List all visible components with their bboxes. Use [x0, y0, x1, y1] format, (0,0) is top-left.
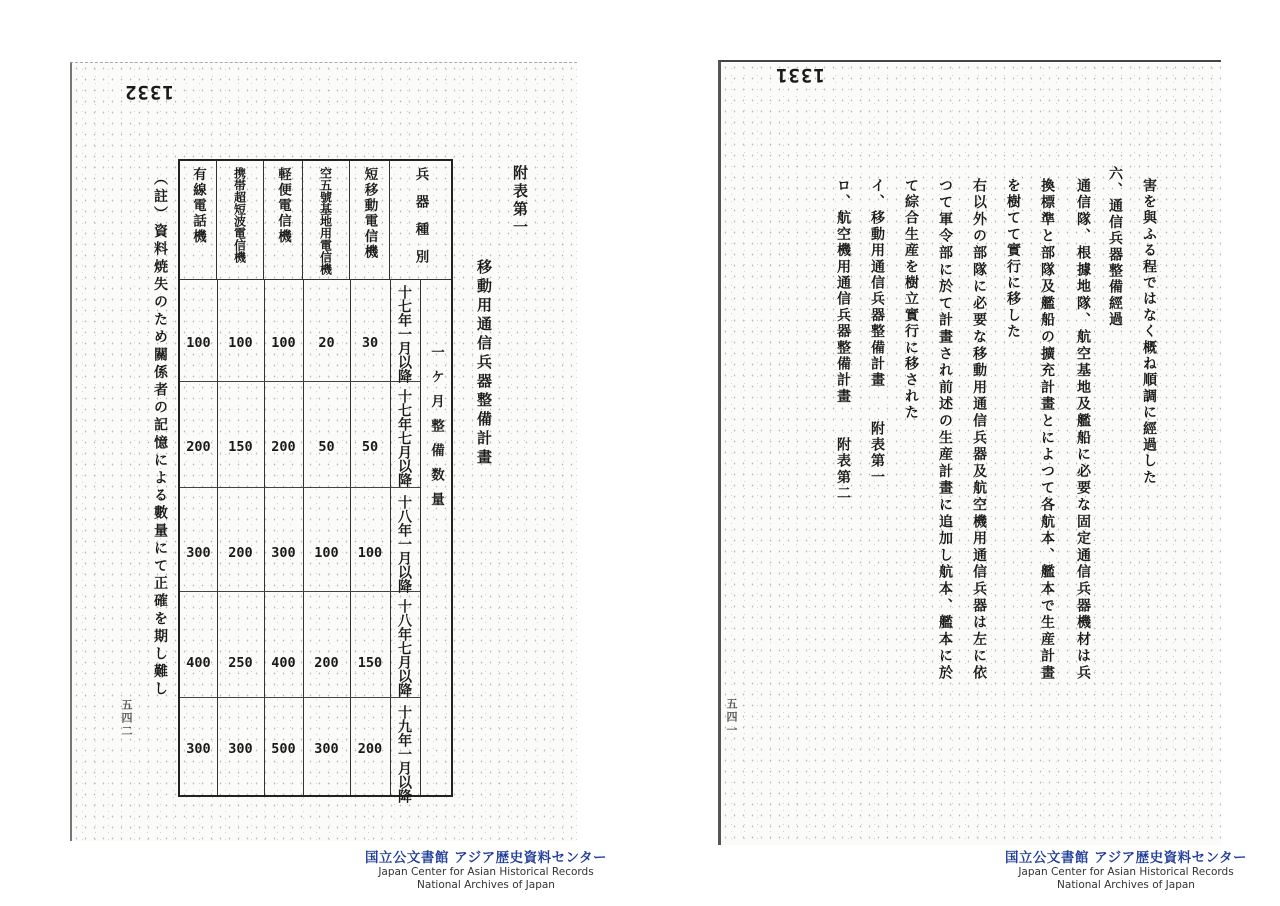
- table-cell: 100: [314, 545, 339, 561]
- table-cell: 100: [271, 335, 296, 351]
- table-header-row: [180, 161, 451, 280]
- monthly-quantity-header: 一ケ月整備数量: [428, 345, 444, 517]
- text-column: つて軍令部に於て計畫され前述の生産計畫に追加し航本、艦本に於: [937, 178, 953, 682]
- table-cell: 50: [361, 439, 379, 455]
- header-cell: 有線電話機: [180, 161, 217, 279]
- table-cell: 150: [357, 655, 383, 671]
- archive-stamp: 国立公文書館 アジア歴史資料センター Japan Center for Asian Historical Records National Archives of Japan: [1004, 850, 1248, 891]
- text-column: 害を與ふる程ではなく概ね順調に經過した: [1141, 178, 1157, 486]
- margin-mark: 五四一: [725, 698, 738, 737]
- right-page: [718, 60, 1221, 845]
- table-cell: 500: [271, 741, 296, 757]
- table-cell: 100: [186, 335, 211, 351]
- text-column: て綜合生産を樹立實行に移された: [903, 178, 919, 421]
- page-number: 1331: [775, 64, 825, 86]
- table-cell: 250: [228, 655, 253, 671]
- left-page: [70, 62, 577, 841]
- table-cell: 200: [186, 439, 211, 455]
- text-column: を樹てて實行に移した: [1005, 178, 1021, 340]
- table-cell: 200: [271, 439, 296, 455]
- header-cell: 空五號基地用電信機: [303, 161, 350, 279]
- table-cell: 50: [318, 439, 335, 455]
- archive-stamp: 国立公文書館 アジア歴史資料センター Japan Center for Asian Historical Records National Archives of Japan: [364, 850, 608, 891]
- footnote: （註）資料焼失のため關係者の記憶による數量にて正確を期し難し: [152, 171, 168, 699]
- text-column: イ、移動用通信兵器整備計畫 附表第一: [869, 178, 885, 486]
- table-cell: 30: [361, 335, 379, 351]
- table-cell: 300: [314, 741, 339, 757]
- table-cell: 400: [186, 655, 211, 671]
- section-heading: 六、通信兵器整備經過: [1107, 166, 1123, 328]
- table-cell: 400: [271, 655, 296, 671]
- table-cell: 300: [186, 545, 211, 561]
- text-column: 右以外の部隊に必要な移動用通信兵器及航空機用通信兵器は左に依: [971, 178, 987, 682]
- table-cell: 200: [357, 741, 383, 757]
- header-cell: 短移動電信機: [350, 161, 390, 279]
- table-cell: 200: [314, 655, 339, 671]
- table-cell: 150: [228, 439, 253, 455]
- period-label: 十八年一月以降: [396, 495, 412, 593]
- text-column: 通信隊、根據地隊、航空基地及艦船に必要な固定通信兵器機材は兵: [1075, 178, 1091, 682]
- period-label: 十七年七月以降: [396, 389, 412, 487]
- period-label: 十七年一月以降: [396, 285, 412, 383]
- period-label: 十八年七月以降: [396, 599, 412, 697]
- text-column: ロ、航空機用通信兵器整備計畫 附表第二: [835, 178, 851, 502]
- margin-mark: 五四二: [120, 699, 133, 738]
- header-cell: 軽便電信機: [264, 161, 303, 279]
- table-title: 移動用通信兵器整備計畫: [475, 259, 493, 468]
- text-column: 換標準と部隊及艦船の擴充計畫とによつて各航本、艦本で生産計畫: [1039, 178, 1055, 682]
- table-cell: 300: [186, 741, 211, 757]
- table-cell: 100: [228, 335, 253, 351]
- table-cell: 300: [228, 741, 253, 757]
- period-label: 十九年一月以降: [396, 705, 412, 803]
- table-cell: 100: [357, 545, 383, 561]
- appendix-label: 附表第一: [511, 165, 529, 237]
- table-cell: 200: [228, 545, 253, 561]
- table-cell: 300: [271, 545, 296, 561]
- header-cell: 携帯超短波電信機: [217, 161, 264, 279]
- header-cell-weapon-type: 兵器種別: [412, 167, 429, 277]
- table-cell: 20: [318, 335, 335, 351]
- page-number: 1332: [124, 81, 174, 103]
- equipment-plan-table: [178, 159, 453, 803]
